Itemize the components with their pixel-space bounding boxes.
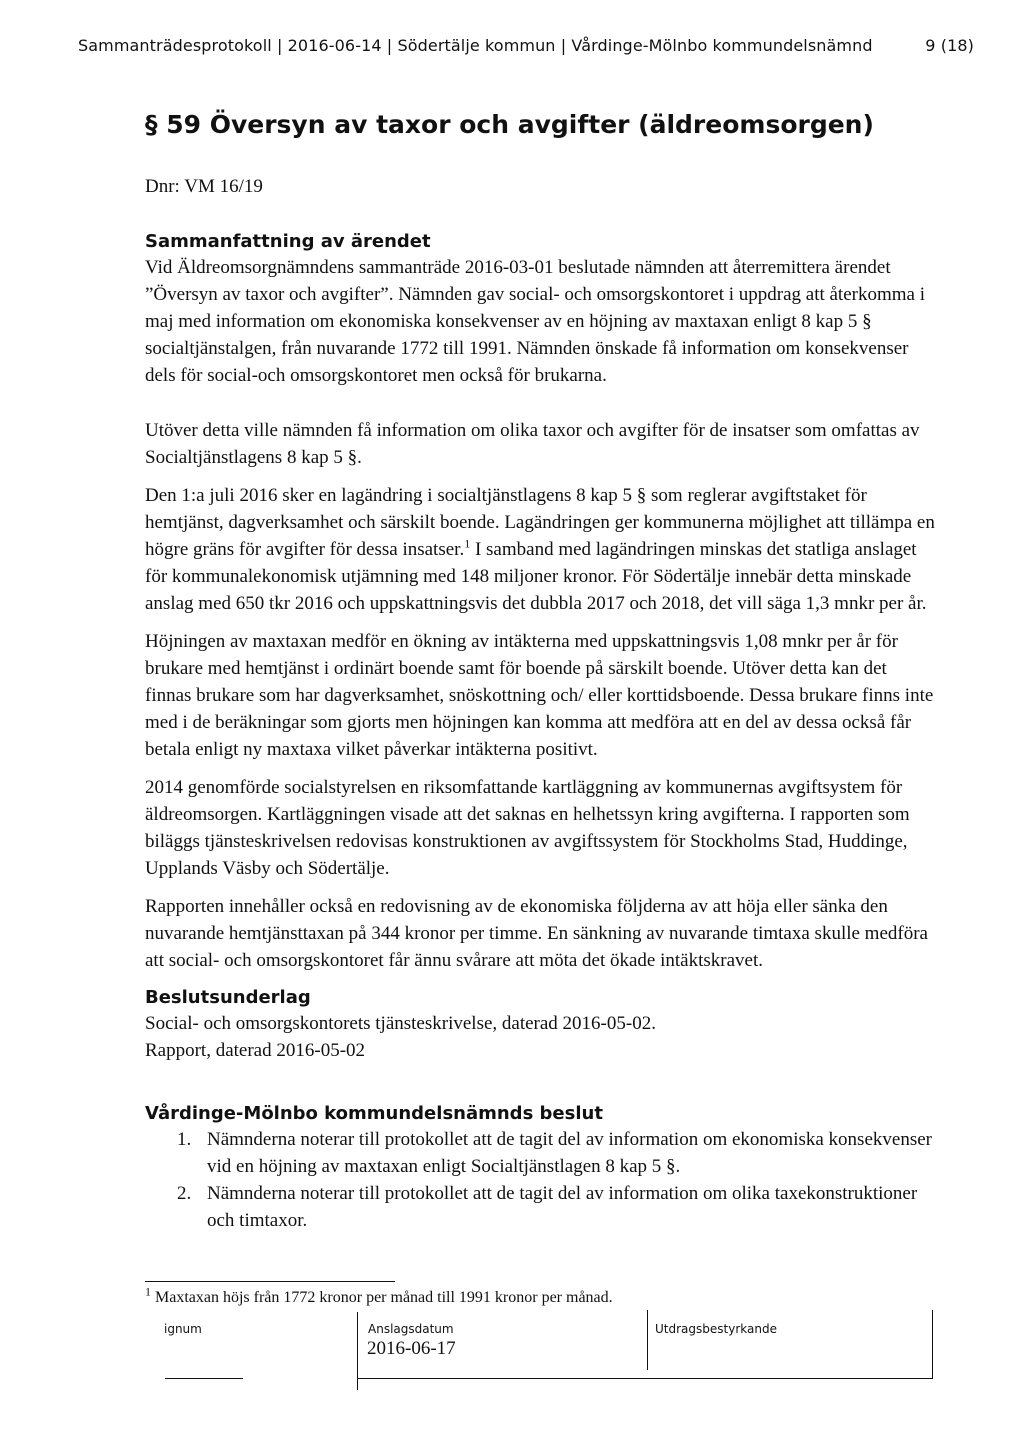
basis-item-1: Social- och omsorgskontorets tjänsteskrivelse, daterad 2016-05-02. bbox=[145, 1013, 656, 1034]
summary-paragraph-4: Höjningen av maxtaxan medför en ökning av intäkterna med uppskattningsvis 1,08 mnkr per år för brukare med hemtjänst i ordinärt boende samt för boende på särskilt boende. Utöver detta kan det finnas brukare som har dagverksamhet, snöskottning och/ eller korttidsboende. Dessa brukare finns inte med i de beräkningar som gjorts men höjningen kan komma att medföra att en del av dessa också får betala enligt ny maxtaxa vilket påverkar intäkterna positivt. bbox=[145, 631, 934, 760]
signature-divider bbox=[932, 1310, 933, 1378]
signature-divider bbox=[647, 1310, 648, 1370]
footnote-divider bbox=[145, 1281, 395, 1282]
header-text: Sammanträdesprotokoll | 2016-06-14 | Södertälje kommun | Vårdinge-Mölnbo kommundelsnämnd bbox=[78, 36, 873, 55]
paragraph-3-part-a: Den 1:a juli 2016 sker en lagändring i socialtjänstlagens 8 kap 5 § som reglerar avgiftstaket för hemtjänst, dagverksamhet och särskilt boende. Lagändringen ger kommunerna möjlighet att tillämpa en högre gräns för avgifter för dessa insatser. bbox=[145, 485, 935, 560]
signature-label: ignum bbox=[164, 1322, 202, 1336]
basis-heading: Beslutsunderlag bbox=[145, 987, 311, 1008]
case-number: Dnr: VM 16/19 bbox=[145, 176, 263, 197]
decision-item-2 bbox=[145, 1180, 935, 1234]
footnote bbox=[145, 1284, 613, 1307]
paragraph-3-part-b: I samband med lagändringen minskas det statliga anslaget för kommunalekonomisk utjämning med 148 miljoner kronor. För Södertälje innebär detta minskade anslag med 650 tkr 2016 och uppskattningsvis det dubbla 2017 och 2018, det vill säga 1,3 mnkr per år. bbox=[145, 539, 927, 614]
page-number: 9 (18) bbox=[925, 36, 974, 55]
basis-item-2: Rapport, daterad 2016-05-02 bbox=[145, 1040, 366, 1061]
summary-heading: Sammanfattning av ärendet bbox=[145, 231, 431, 252]
spacer bbox=[145, 400, 935, 417]
decision-number: 2. bbox=[177, 1183, 192, 1204]
summary-paragraph-2: Utöver detta ville nämnden få information om olika taxor och avgifter för de insatser som omfattas av Socialtjänstlagens 8 kap 5 §. bbox=[145, 420, 920, 468]
decision-list bbox=[145, 1126, 935, 1234]
decision-text: Nämnderna noterar till protokollet att de tagit del av information om olika taxekonstruktioner och timtaxor. bbox=[207, 1183, 918, 1231]
certification-label: Utdragsbestyrkande bbox=[655, 1322, 777, 1336]
posting-date-label: Anslagsdatum bbox=[368, 1322, 454, 1336]
document-body bbox=[145, 230, 935, 1234]
footnote-marker: 1 bbox=[145, 1284, 151, 1299]
signature-line bbox=[358, 1378, 933, 1379]
posting-date: 2016-06-17 bbox=[367, 1338, 456, 1359]
footnote-reference: 1 bbox=[464, 536, 471, 551]
signature-line bbox=[165, 1378, 243, 1379]
summary-paragraph-5: 2014 genomförde socialstyrelsen en riksomfattande kartläggning av kommunernas avgiftsystem för äldreomsorgen. Kartläggningen visade att det saknas en helhetssyn kring avgifterna. I rapporten som biläggs tjänsteskrivelsen redovisas konstruktionen av avgiftssystem för Stockholms Stad, Huddinge, Upplands Väsby och Södertälje. bbox=[145, 777, 910, 879]
summary-paragraph-3 bbox=[145, 482, 935, 617]
decision-text: Nämnderna noterar till protokollet att de tagit del av information om ekonomiska konsekvenser vid en höjning av maxtaxan enligt Socialtjänstlagen 8 kap 5 §. bbox=[207, 1129, 932, 1177]
decision-item-1 bbox=[145, 1126, 935, 1180]
decision-heading: Vårdinge-Mölnbo kommundelsnämnds beslut bbox=[145, 1103, 603, 1124]
summary-paragraph-6: Rapporten innehåller också en redovisning av de ekonomiska följderna av att höja eller sänka den nuvarande hemtjänsttaxan på 344 kronor per timme. En sänkning av nuvarande timtaxa skulle medföra att social- och omsorgskontoret får ännu svårare att möta det ökade intäktskravet. bbox=[145, 896, 928, 971]
summary-paragraph-1: Vid Äldreomsorgnämndens sammanträde 2016-03-01 beslutade nämnden att återremittera ärendet ”Översyn av taxor och avgifter”. Nämnden gav social- och omsorgskontoret i uppdrag att återkomma i maj med information om ekonomiska konsekvenser av en höjning av maxtaxan enligt 8 kap 5 § socialtjänstalgen, från nuvarande 1772 till 1991. Nämnden önskade få information om konsekvenser dels för social-och omsorgskontoret men också för brukarna. bbox=[145, 257, 925, 386]
page-header bbox=[78, 36, 974, 55]
footnote-text: Maxtaxan höjs från 1772 kronor per månad till 1991 kronor per månad. bbox=[151, 1289, 613, 1306]
decision-number: 1. bbox=[177, 1129, 192, 1150]
section-title: § 59 Översyn av taxor och avgifter (äldreomsorgen) bbox=[145, 110, 874, 139]
signature-box bbox=[0, 1310, 1024, 1390]
